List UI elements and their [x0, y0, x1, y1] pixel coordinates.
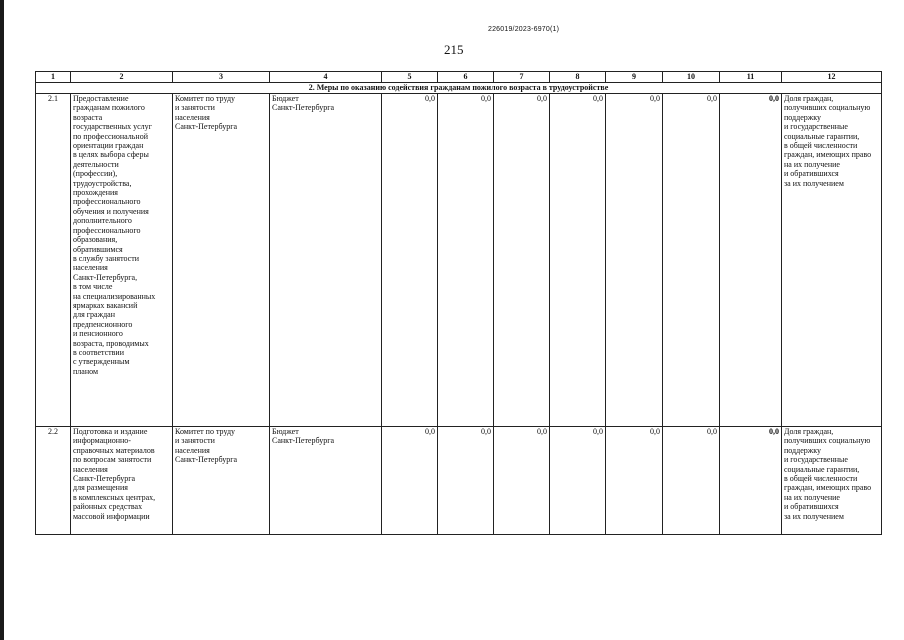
executor: Комитет по труду и занятости населения Санкт-Петербурга [173, 427, 270, 535]
column-number: 12 [782, 72, 882, 83]
column-number: 6 [438, 72, 494, 83]
value-cell: 0,0 [663, 94, 720, 427]
program-measures-table [35, 71, 882, 535]
column-number-row [36, 72, 882, 83]
funding-source: Бюджет Санкт-Петербурга [270, 427, 382, 535]
value-cell: 0,0 [438, 94, 494, 427]
value-cell: 0,0 [606, 94, 663, 427]
indicator: Доля граждан, получивших социальную поддержку и государственные социальные гарантии, в общей численности граждан, имеющих право на их получение и обратившихся за их получением [782, 427, 882, 535]
measure-name: Предоставление гражданам пожилого возраста государственных услуг по профессиональной ориентации граждан в целях выбора сферы деятельности (профессии), трудоустройства, прохождения профессионального обучения и получения дополнительного профессионального образования, обратившимся в службу занятости населения Санкт-Петербурга, в том числе на специализированных ярмарках вакансий для граждан предпенсионного и пенсионного возраста, проводимых в соответствии с утвержденным планом [71, 94, 173, 427]
value-cell: 0,0 [550, 94, 606, 427]
page-number: 215 [444, 42, 464, 57]
column-number: 1 [36, 72, 71, 83]
value-cell: 0,0 [550, 427, 606, 535]
column-number: 4 [270, 72, 382, 83]
value-cell: 0,0 [382, 94, 438, 427]
value-cell-total: 0,0 [720, 427, 782, 535]
funding-source: Бюджет Санкт-Петербурга [270, 94, 382, 427]
value-cell: 0,0 [494, 427, 550, 535]
value-cell-total: 0,0 [720, 94, 782, 427]
table-row [36, 427, 882, 535]
executor: Комитет по труду и занятости населения Санкт-Петербурга [173, 94, 270, 427]
column-number: 10 [663, 72, 720, 83]
column-number: 3 [173, 72, 270, 83]
row-number: 2.1 [36, 94, 71, 427]
value-cell: 0,0 [382, 427, 438, 535]
column-number: 5 [382, 72, 438, 83]
section-title: 2. Меры по оказанию содействия гражданам пожилого возраста в трудоустройстве [36, 83, 882, 94]
column-number: 2 [71, 72, 173, 83]
section-row [36, 83, 882, 94]
row-number: 2.2 [36, 427, 71, 535]
value-cell: 0,0 [494, 94, 550, 427]
table-row [36, 94, 882, 427]
indicator: Доля граждан, получивших социальную поддержку и государственные социальные гарантии, в общей численности граждан, имеющих право на их получение и обратившихся за их получением [782, 94, 882, 427]
column-number: 9 [606, 72, 663, 83]
scan-left-edge [0, 0, 4, 640]
value-cell: 0,0 [606, 427, 663, 535]
measure-name: Подготовка и издание информационно- справочных материалов по вопросам занятости населения Санкт-Петербурга для размещения в комплексных центрах, районных средствах массовой информации [71, 427, 173, 535]
column-number: 8 [550, 72, 606, 83]
value-cell: 0,0 [438, 427, 494, 535]
document-number: 226019/2023-6970(1) [488, 26, 560, 33]
value-cell: 0,0 [663, 427, 720, 535]
column-number: 11 [720, 72, 782, 83]
column-number: 7 [494, 72, 550, 83]
